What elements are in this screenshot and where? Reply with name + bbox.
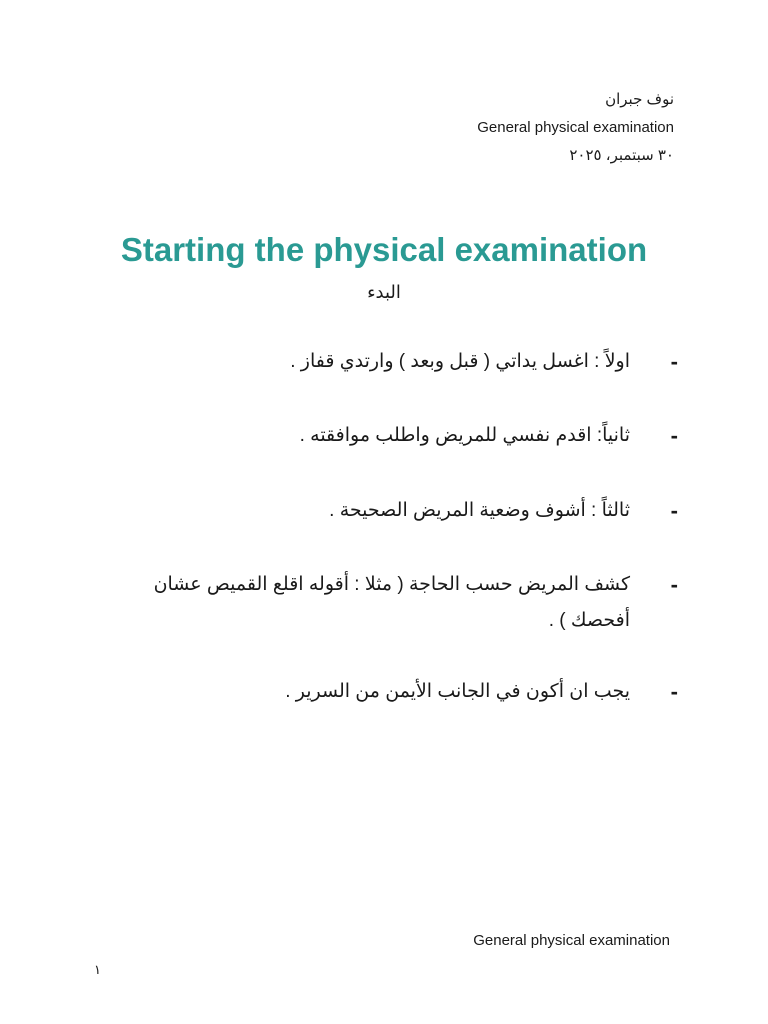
list-item [110, 418, 678, 454]
list-bullet: - [670, 572, 678, 597]
list-item [110, 567, 678, 639]
list-item-text: كشف المريض حسب الحاجة ( مثلا : أقوله اقلع القميص عشان أفحصك ) . [153, 574, 630, 631]
course-name: General physical examination [477, 119, 674, 136]
list-bullet: - [670, 679, 678, 704]
list-bullet: - [670, 423, 678, 448]
page-number: ١ [94, 962, 101, 977]
running-footer: General physical examination [473, 932, 670, 949]
author-name: نوف جبران [605, 91, 674, 108]
list-item-text: ثالثاً : أشوف وضعية المريض الصحيحة . [329, 500, 630, 521]
document-header [274, 86, 674, 170]
list-bullet: - [670, 349, 678, 374]
list-item [110, 344, 678, 380]
page-title: Starting the physical examination [120, 231, 648, 268]
page-subtitle: البدء [367, 282, 401, 302]
list-item-text: اولاً : اغسل يداتي ( قبل وبعد ) وارتدي قفاز . [290, 351, 630, 372]
list-bullet: - [670, 498, 678, 523]
document-date: ٣٠ سبتمبر، ٢٠٢٥ [569, 147, 674, 164]
list-item [110, 493, 678, 529]
list-item [110, 674, 678, 710]
list-item-text: ثانياً: اقدم نفسي للمريض واطلب موافقته . [299, 425, 630, 446]
list-item-text: يجب ان أكون في الجانب الأيمن من السرير . [285, 681, 630, 702]
